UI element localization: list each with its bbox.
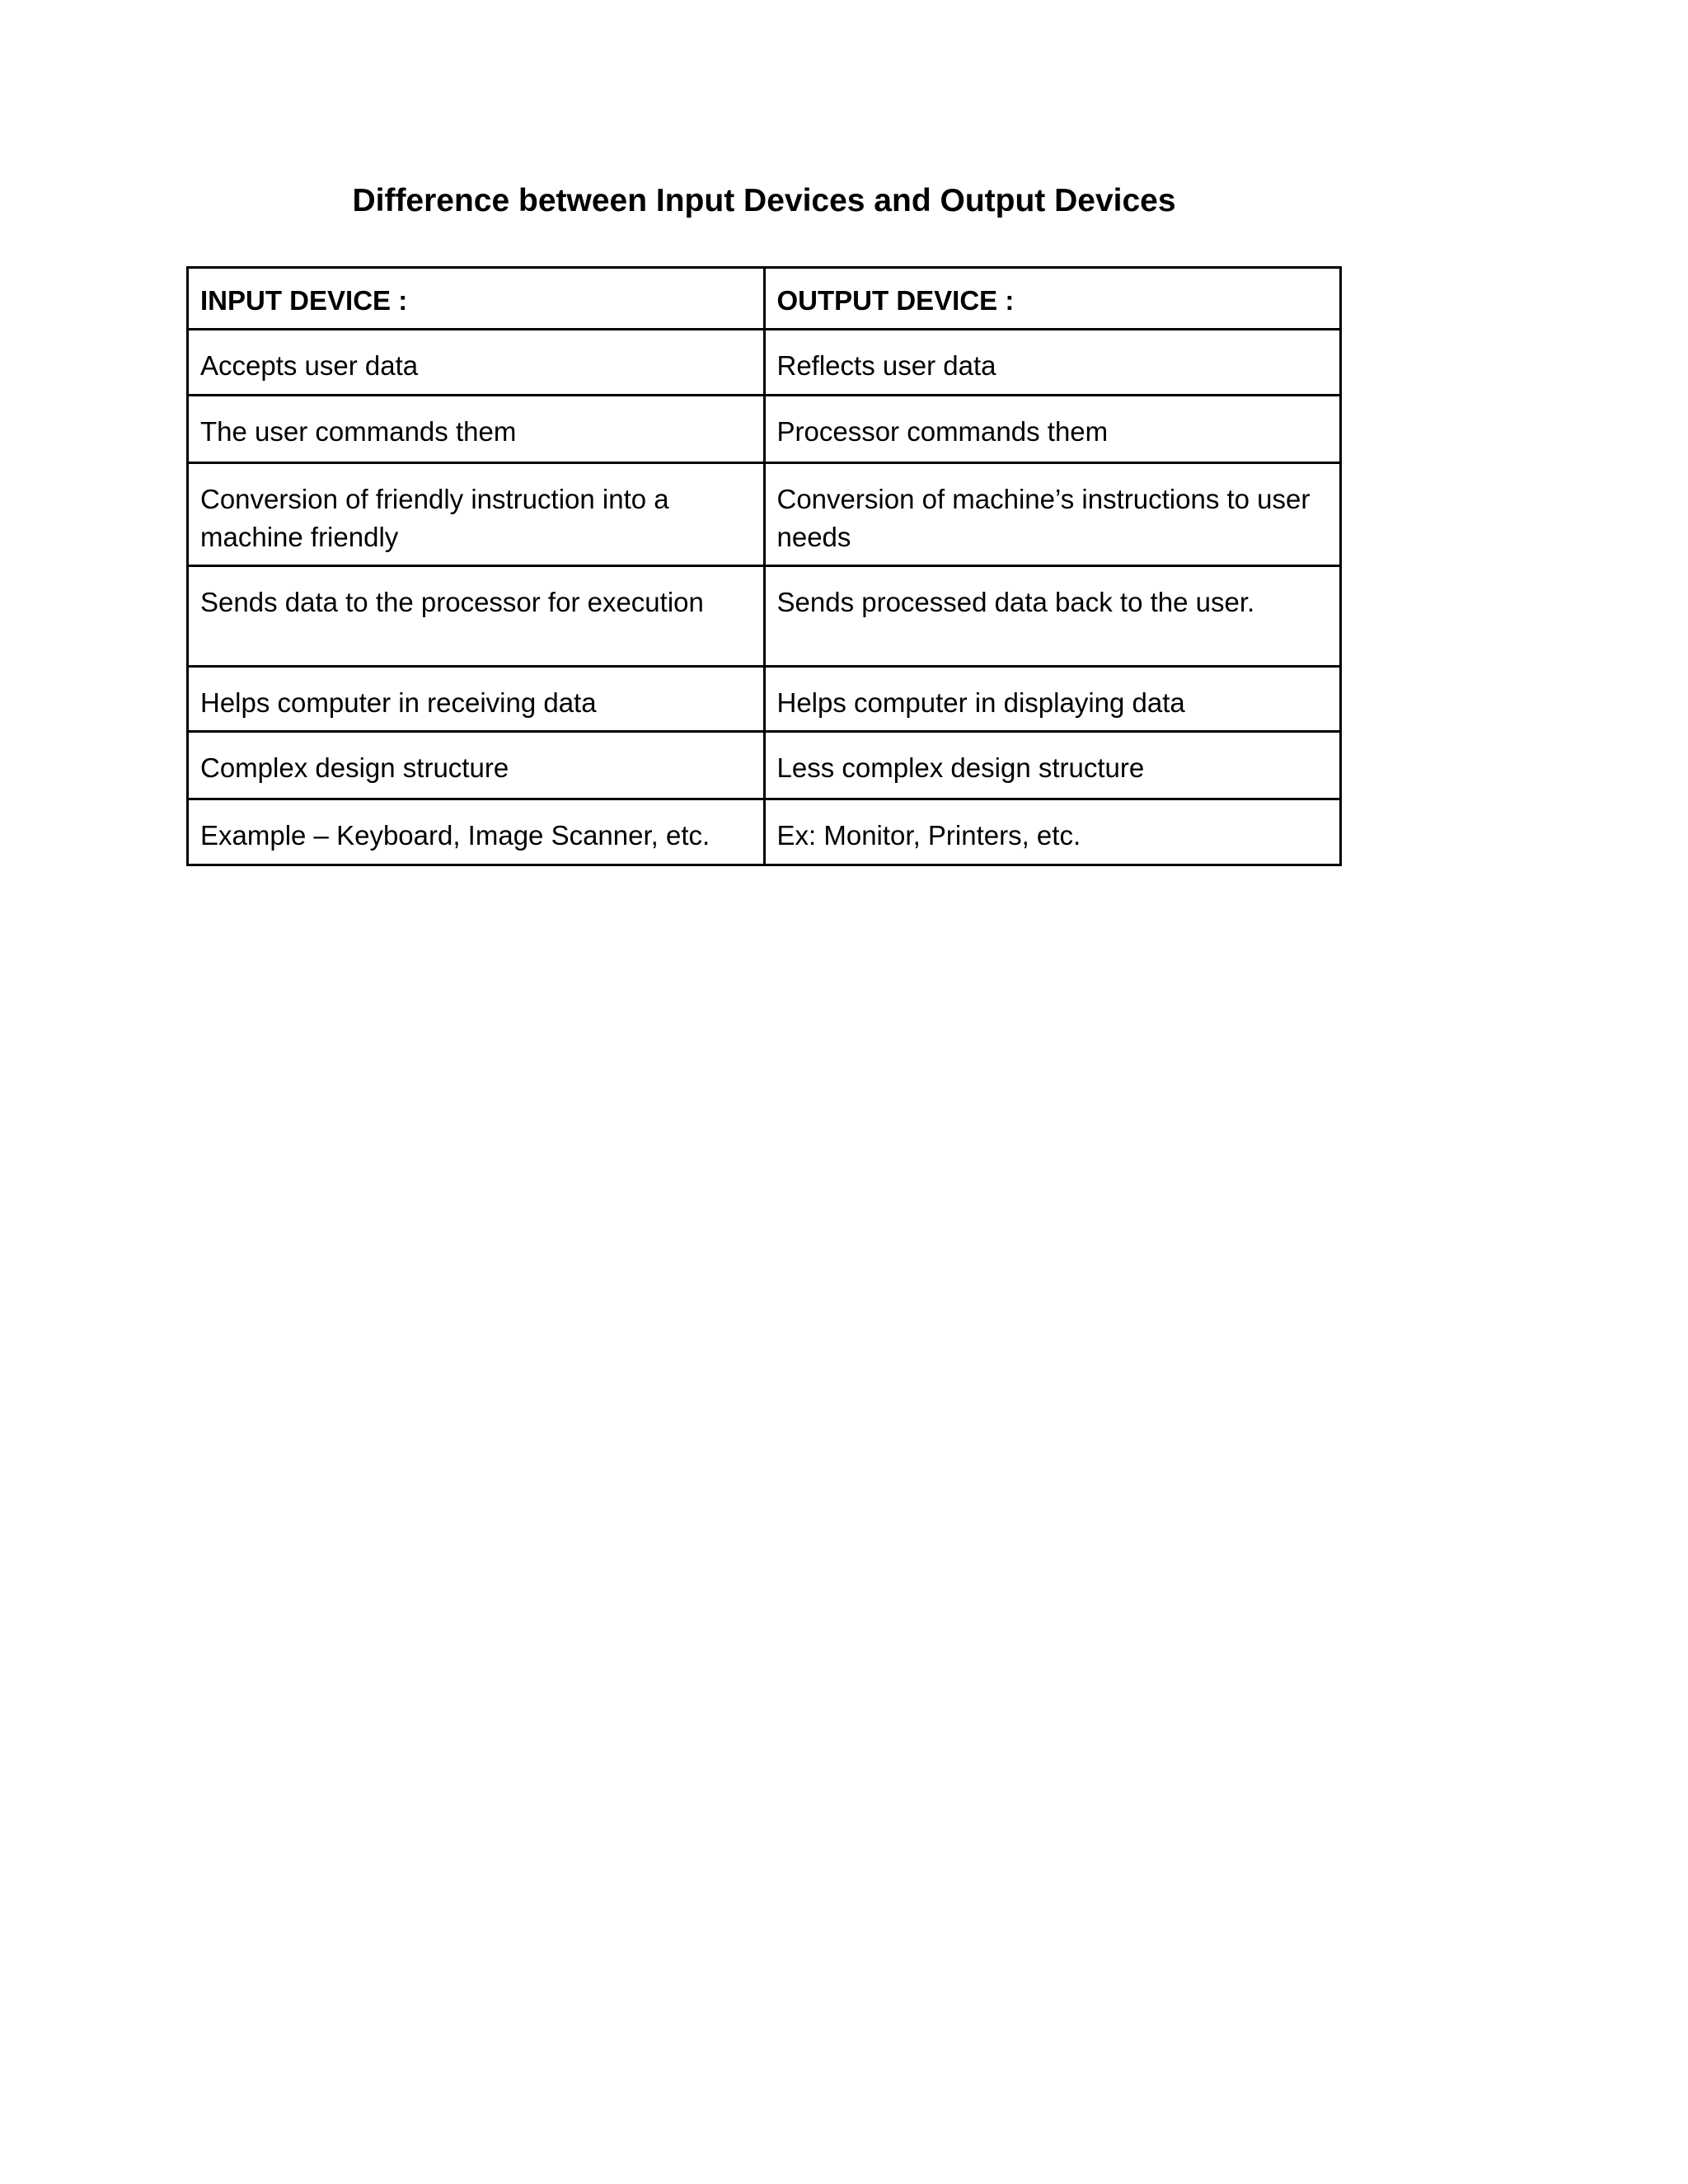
table-row xyxy=(188,396,1341,463)
input-cell: Accepts user data xyxy=(188,330,765,396)
output-cell: Less complex design structure xyxy=(764,732,1341,799)
output-cell: Helps computer in displaying data xyxy=(764,667,1341,732)
table-row xyxy=(188,667,1341,732)
table-row xyxy=(188,799,1341,865)
input-cell: Complex design structure xyxy=(188,732,765,799)
output-cell: Sends processed data back to the user. xyxy=(764,566,1341,667)
output-cell: Conversion of machine’s instructions to user needs xyxy=(764,463,1341,566)
table-row xyxy=(188,566,1341,667)
table-row xyxy=(188,330,1341,396)
input-cell: Example – Keyboard, Image Scanner, etc. xyxy=(188,799,765,865)
table-header-row xyxy=(188,268,1341,330)
header-input-device: INPUT DEVICE : xyxy=(188,268,765,330)
input-cell: Conversion of friendly instruction into a machine friendly xyxy=(188,463,765,566)
comparison-table xyxy=(186,266,1342,866)
input-cell: Helps computer in receiving data xyxy=(188,667,765,732)
output-cell: Ex: Monitor, Printers, etc. xyxy=(764,799,1341,865)
header-output-device: OUTPUT DEVICE : xyxy=(764,268,1341,330)
document-title: Difference between Input Devices and Output Devices xyxy=(352,183,1176,218)
output-cell: Reflects user data xyxy=(764,330,1341,396)
output-cell: Processor commands them xyxy=(764,396,1341,463)
table-row xyxy=(188,463,1341,566)
input-cell: Sends data to the processor for execution xyxy=(188,566,765,667)
table-row xyxy=(188,732,1341,799)
input-cell: The user commands them xyxy=(188,396,765,463)
